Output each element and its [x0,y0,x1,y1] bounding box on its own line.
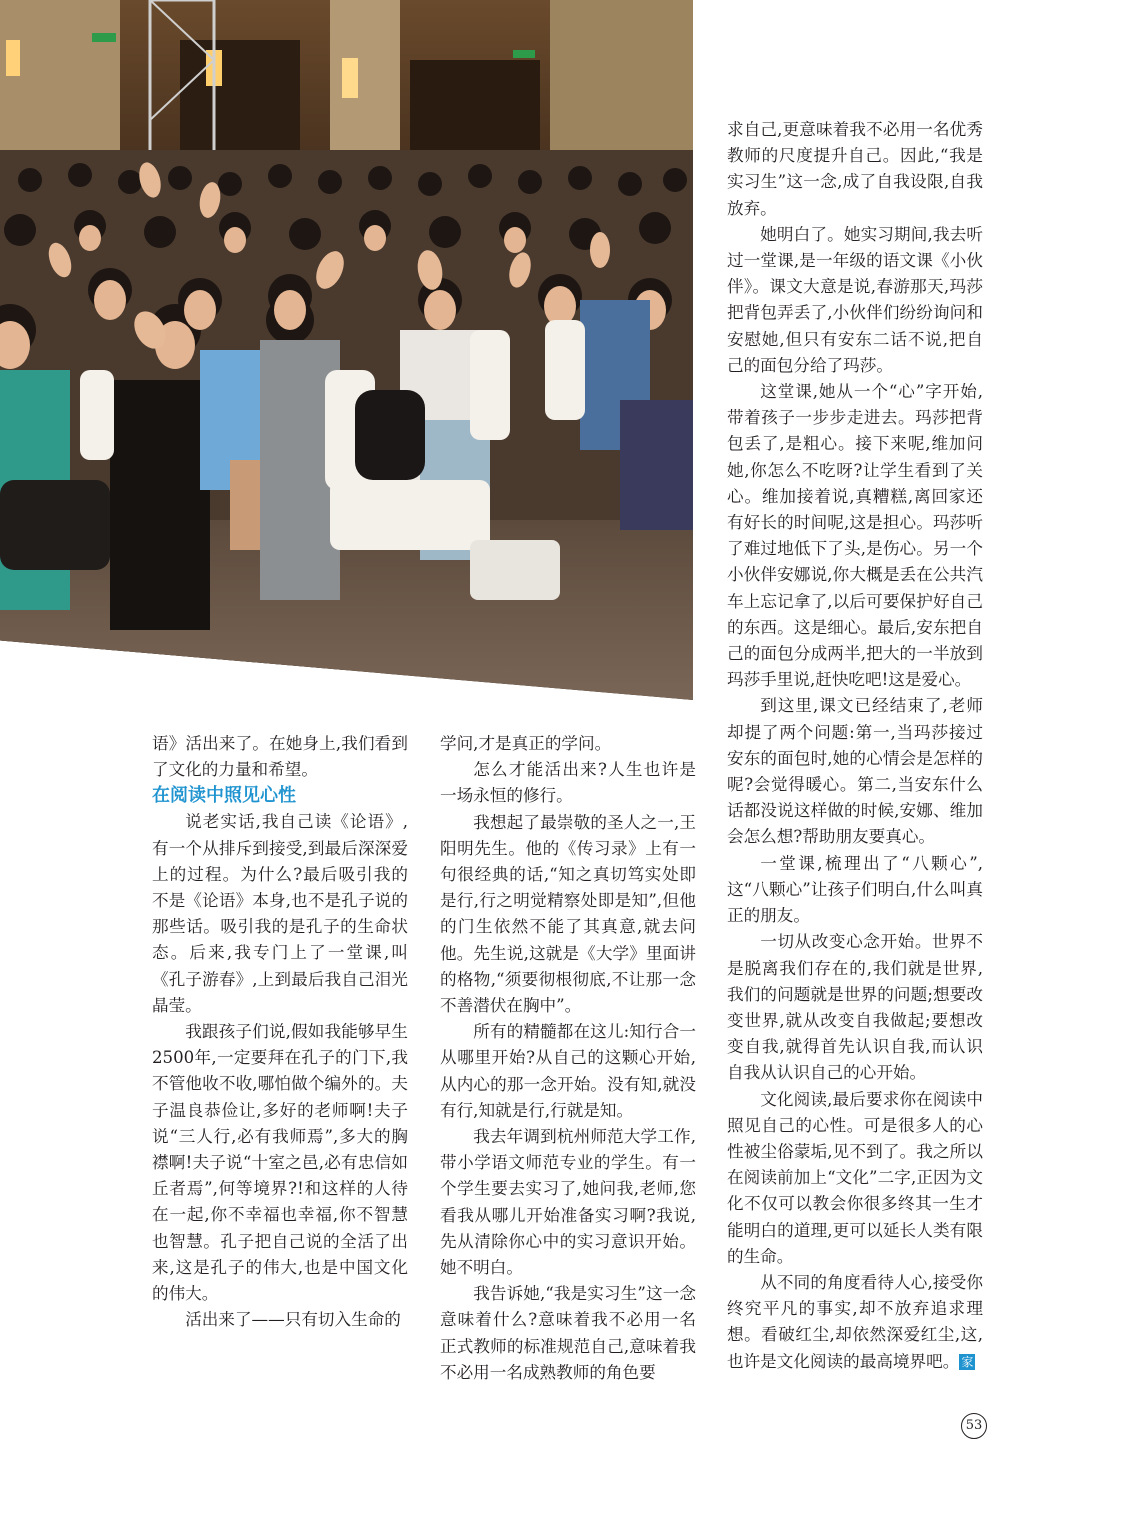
paragraph: 一堂课,梳理出了“八颗心”,这“八颗心”让孩子们明白,什么叫真正的朋友。 [727,853,983,926]
paragraph-text: 从不同的角度看待人心,接受你终究平凡的事实,却不放弃追求理想。看破红尘,却依然深爱红尘,这,也许是文化阅读的最高境界吧。 [727,1272,983,1371]
paragraph: 怎么才能活出来?人生也许是一场永恒的修行。 [440,760,696,806]
paragraph: 说老实话,我自己读《论语》,有一个从排斥到接受,到最后深深爱上的过程。为什么?最后吸引我的不是《论语》本身,也不是孔子说的那些话。吸引我的是孔子的生命状态。后来,我专门上了一堂课,叫《孔子游春》,上到最后我自己泪光晶莹。 [152,812,408,1015]
paragraph: 我跟孩子们说,假如我能够早生2500年,一定要拜在孔子的门下,我不管他收不收,哪怕做个编外的。夫子温良恭俭让,多好的老师啊!夫子说“三人行,必有我师焉”,多大的胸襟啊!夫子说“十室之邑,必有忠信如丘者焉”,何等境界?!和这样的人待在一起,你不幸福也幸福,你不智慧也智慧。孔子把自己说的全活了出来,这是孔子的伟大,也是中国文化的伟大。 [152,1022,408,1304]
article-end-mark: 家 [961,1354,974,1369]
paragraph: 求自己,更意味着我不必用一名优秀教师的尺度提升自己。因此,“我是实习生”这一念,成了自我设限,自我放弃。 [727,120,983,218]
paragraph: 活出来了——只有切入生命的 [185,1310,401,1330]
paragraph [727,1270,983,1375]
paragraph: 所有的精髓都在这儿:知行合一从哪里开始?从自己的这颗心开始,从内心的那一念开始。没有知,就没有行,知就是行,行就是知。 [440,1022,696,1120]
paragraph: 我去年调到杭州师范大学工作,带小学语文师范专业的学生。有一个学生要去实习了,她问我,老师,您看我从哪儿开始准备实习啊?我说,先从清除你心中的实习意识开始。她不明白。 [440,1127,696,1278]
paragraph: 文化阅读,最后要求你在阅读中照见自己的心性。可是很多人的心性被尘俗蒙垢,见不到了。我之所以在阅读前加上“文化”二字,正因为文化不仅可以教会你很多终其一生才能明白的道理,更可以延长人类有限的生命。 [727,1089,983,1266]
text-column-1 [152,731,408,1333]
paragraph: 一切从改变心念开始。世界不是脱离我们存在的,我们就是世界,我们的问题就是世界的问题;想要改变世界,就从改变自我做起;要想改变自我,就得首先认识自我,而认识自我从认识自己的心开始。 [727,932,983,1083]
paragraph: 我想起了最崇敬的圣人之一,王阳明先生。他的《传习录》上有一句很经典的话,“知之真切笃实处即是行,行之明觉精察处即是知”,但他的门生依然不能了其真意,就去问他。先生说,这就是《大学》里面讲的格物,“须要彻根彻底,不让那一念不善潜伏在胸中”。 [440,812,696,1016]
page-number: 53 [961,1413,987,1439]
paragraph: 学问,才是真正的学问。 [440,734,612,753]
text-column-3 [727,117,983,1375]
text-column-2 [440,731,696,1386]
paragraph: 这堂课,她从一个“心”字开始,带着孩子一步步走进去。玛莎把背包丢了,是粗心。接下来呢,维加问她,你怎么不吃呀?让学生看到了关心。维加接着说,真糟糕,离回家还有好长的时间呢,这是担心。玛莎听了难过地低下了头,是伤心。另一个小伙伴安娜说,你大概是丢在公共汽车上忘记拿了,以后可要保护好自己的东西。这是细心。最后,安东把自己的面包分成两半,把大的一半放到玛莎手里说,赶快吃吧!这是爱心。 [727,382,983,690]
section-heading: 在阅读中照见心性 [152,785,296,807]
paragraph: 我告诉她,“我是实习生”这一念意味着什么?意味着我不必用一名正式教师的标准规范自己,意味着我不必用一名成熟教师的角色要 [440,1284,696,1382]
paragraph: 语》活出来了。在她身上,我们看到了文化的力量和希望。 [152,734,408,780]
paragraph: 到这里,课文已经结束了,老师却提了两个问题:第一,当玛莎接过安东的面包时,她的心情会是怎样的呢?会觉得暖心。第二,当安东什么话都没说这样做的时候,安娜、维加会怎么想?帮助朋友要真心。 [727,696,983,847]
paragraph: 她明白了。她实习期间,我去听过一堂课,是一年级的语文课《小伙伴》。课文大意是说,春游那天,玛莎把背包弄丢了,小伙伴们纷纷询问和安慰她,但只有安东二话不说,把自己的面包分给了玛莎。 [727,224,983,375]
audience-photo [0,0,693,700]
conference-audience-photo-icon [0,0,693,700]
